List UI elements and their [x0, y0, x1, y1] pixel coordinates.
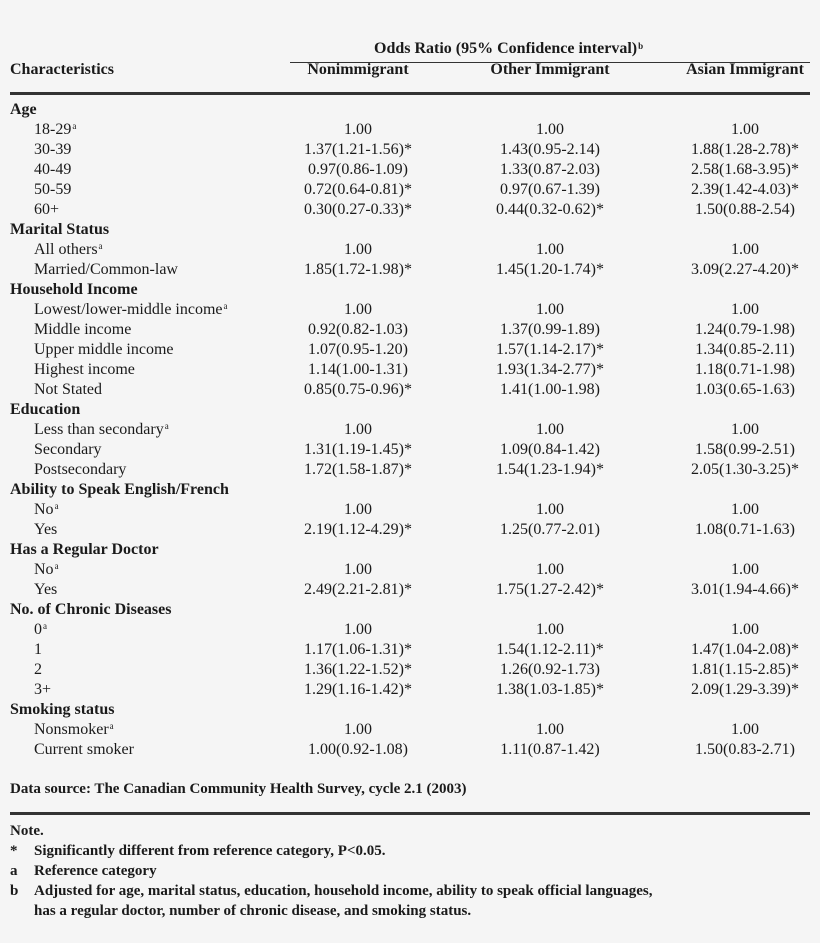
group-header-row [0, 600, 820, 620]
cell-other-immigrant: 1.25(0.77-2.01) [500, 521, 600, 538]
cell-other-immigrant: 1.54(1.12-2.11)* [496, 641, 604, 658]
note-key: b [10, 883, 19, 899]
row-label [34, 560, 59, 580]
row-label [34, 340, 174, 360]
row-label-text: Secondary [34, 441, 102, 458]
cell-asian-immigrant: 1.81(1.15-2.85)* [691, 661, 799, 678]
row-label [34, 240, 103, 260]
table-row [0, 580, 820, 600]
row-label [34, 740, 134, 760]
table-row [0, 320, 820, 340]
note-text: Reference category [34, 863, 157, 879]
row-label-text: 30-39 [34, 141, 72, 158]
row-label-text: Ability to Speak English/French [10, 481, 229, 498]
table-row [0, 120, 820, 140]
group-header-row [0, 480, 820, 500]
row-label [34, 620, 47, 640]
cell-asian-immigrant: 2.58(1.68-3.95)* [691, 161, 799, 178]
table-row [0, 500, 820, 520]
cell-other-immigrant: 1.41(1.00-1.98) [500, 381, 600, 398]
column-header-nonimmigrant: Nonimmigrant [307, 61, 409, 78]
group-header-row [0, 220, 820, 240]
notes-title: Note. [10, 823, 44, 839]
note-reference [10, 861, 157, 881]
reference-mark: a [109, 721, 114, 731]
column-header-other-immigrant: Other Immigrant [490, 61, 610, 78]
row-label-text: 18-29 [34, 121, 72, 138]
row-label [34, 320, 131, 340]
group-header-row [0, 540, 820, 560]
table-row [0, 420, 820, 440]
table-row [0, 140, 820, 160]
row-label [34, 420, 169, 440]
cell-asian-immigrant: 1.00 [731, 501, 759, 518]
cell-nonimmigrant: 1.07(0.95-1.20) [308, 341, 408, 358]
row-label [34, 660, 42, 680]
row-label [34, 260, 178, 280]
group-label [10, 700, 114, 720]
cell-other-immigrant: 1.75(1.27-2.42)* [496, 581, 604, 598]
cell-other-immigrant: 1.54(1.23-1.94)* [496, 461, 604, 478]
reference-mark: a [54, 561, 59, 571]
cell-nonimmigrant: 1.00 [344, 421, 372, 438]
row-label-text: 50-59 [34, 181, 72, 198]
row-label-text: 40-49 [34, 161, 72, 178]
group-header-row [0, 400, 820, 420]
table-row [0, 360, 820, 380]
characteristics-header: Characteristics [10, 61, 114, 78]
cell-other-immigrant: 1.93(1.34-2.77)* [496, 361, 604, 378]
cell-nonimmigrant: 1.17(1.06-1.31)* [304, 641, 412, 658]
cell-nonimmigrant: 1.36(1.22-1.52)* [304, 661, 412, 678]
group-header-row [0, 280, 820, 300]
data-source: Data source: The Canadian Community Health Survey, cycle 2.1 (2003) [10, 781, 467, 797]
cell-asian-immigrant: 1.24(0.79-1.98) [695, 321, 795, 338]
cell-asian-immigrant: 1.47(1.04-2.08)* [691, 641, 799, 658]
cell-nonimmigrant: 1.00 [344, 561, 372, 578]
row-label-text: Has a Regular Doctor [10, 541, 159, 558]
row-label-text: Smoking status [10, 701, 115, 718]
reference-mark: a [223, 301, 228, 311]
cell-asian-immigrant: 1.00 [731, 301, 759, 318]
table-row [0, 240, 820, 260]
cell-other-immigrant: 0.44(0.32-0.62)* [496, 201, 604, 218]
cell-asian-immigrant: 1.34(0.85-2.11) [695, 341, 795, 358]
row-label-text: Upper middle income [34, 341, 174, 358]
row-label [34, 720, 114, 740]
cell-other-immigrant: 1.26(0.92-1.73) [500, 661, 600, 678]
cell-other-immigrant: 1.00 [536, 621, 564, 638]
header-rule [10, 92, 810, 95]
table-row [0, 560, 820, 580]
row-label [34, 640, 42, 660]
reference-mark: a [54, 501, 59, 511]
cell-nonimmigrant: 1.29(1.16-1.42)* [304, 681, 412, 698]
row-label [34, 520, 57, 540]
cell-other-immigrant: 1.33(0.87-2.03) [500, 161, 600, 178]
table-row [0, 340, 820, 360]
row-label [34, 680, 51, 700]
cell-other-immigrant: 1.00 [536, 301, 564, 318]
table-row [0, 200, 820, 220]
cell-other-immigrant: 1.00 [536, 241, 564, 258]
cell-asian-immigrant: 1.58(0.99-2.51) [695, 441, 795, 458]
row-label [34, 360, 135, 380]
data-source-rule [10, 812, 810, 815]
cell-asian-immigrant: 1.18(0.71-1.98) [695, 361, 795, 378]
row-label-text: Age [10, 101, 37, 118]
note-adjusted [10, 881, 653, 901]
row-label [34, 200, 59, 220]
row-label-text: Current smoker [34, 741, 134, 758]
row-label [34, 460, 126, 480]
cell-nonimmigrant: 1.00 [344, 241, 372, 258]
note-text: Significantly different from reference category, P<0.05. [34, 843, 386, 859]
cell-asian-immigrant: 1.00 [731, 121, 759, 138]
row-label [34, 140, 71, 160]
reference-mark: a [164, 421, 169, 431]
row-label-text: 3+ [34, 681, 52, 698]
row-label-text: 0 [34, 621, 42, 638]
reference-mark: a [98, 241, 103, 251]
group-label [10, 480, 229, 500]
row-label [34, 440, 102, 460]
reference-mark: a [72, 121, 77, 131]
cell-asian-immigrant: 3.09(2.27-4.20)* [691, 261, 799, 278]
table-row [0, 440, 820, 460]
note-text: Adjusted for age, marital status, education, household income, ability to speak official languages, [34, 883, 653, 899]
group-label [10, 220, 109, 240]
row-label [34, 580, 57, 600]
row-label-text: No. of Chronic Diseases [10, 601, 172, 618]
table-row [0, 160, 820, 180]
cell-nonimmigrant: 1.00 [344, 501, 372, 518]
row-label [34, 380, 102, 400]
row-label-text: Postsecondary [34, 461, 127, 478]
row-label-text: Middle income [34, 321, 132, 338]
group-label [10, 600, 171, 620]
table-row [0, 260, 820, 280]
cell-other-immigrant: 1.00 [536, 421, 564, 438]
table-row [0, 300, 820, 320]
group-label [10, 400, 80, 420]
row-label-text: Not Stated [34, 381, 102, 398]
cell-nonimmigrant: 1.00 [344, 121, 372, 138]
row-label-text: Household Income [10, 281, 138, 298]
cell-nonimmigrant: 1.00 [344, 301, 372, 318]
note-significance [10, 841, 386, 861]
cell-other-immigrant: 1.09(0.84-1.42) [500, 441, 600, 458]
cell-other-immigrant: 1.00 [536, 121, 564, 138]
table-row [0, 680, 820, 700]
note-key: a [10, 863, 18, 879]
cell-nonimmigrant: 2.49(2.21-2.81)* [304, 581, 412, 598]
table-row [0, 640, 820, 660]
cell-asian-immigrant: 1.00 [731, 241, 759, 258]
table-row [0, 620, 820, 640]
cell-asian-immigrant: 3.01(1.94-4.66)* [691, 581, 799, 598]
group-label [10, 100, 37, 120]
row-label-text: Marital Status [10, 221, 110, 238]
row-label-text: Less than secondary [34, 421, 164, 438]
cell-nonimmigrant: 1.31(1.19-1.45)* [304, 441, 412, 458]
group-label [10, 280, 138, 300]
cell-nonimmigrant: 0.92(0.82-1.03) [308, 321, 408, 338]
reference-mark: a [43, 621, 47, 631]
cell-asian-immigrant: 2.05(1.30-3.25)* [691, 461, 799, 478]
row-label-text: 2 [34, 661, 42, 678]
cell-asian-immigrant: 1.50(0.83-2.71) [695, 741, 795, 758]
group-header-row [0, 100, 820, 120]
row-label-text: Education [10, 401, 81, 418]
table-row [0, 660, 820, 680]
row-label-text: Lowest/lower-middle income [34, 301, 223, 318]
cell-asian-immigrant: 1.08(0.71-1.63) [695, 521, 795, 538]
cell-asian-immigrant: 1.88(1.28-2.78)* [691, 141, 799, 158]
note-key: * [10, 843, 18, 859]
cell-other-immigrant: 1.57(1.14-2.17)* [496, 341, 604, 358]
super-title-text: Odds Ratio (95% Confidence interval) [374, 40, 638, 57]
cell-asian-immigrant: 1.00 [731, 421, 759, 438]
table-row [0, 720, 820, 740]
table-row [0, 460, 820, 480]
cell-other-immigrant: 1.37(0.99-1.89) [500, 321, 600, 338]
cell-nonimmigrant: 0.72(0.64-0.81)* [304, 181, 412, 198]
footnote-mark-b: b [638, 41, 644, 51]
row-label-text: No [34, 561, 54, 578]
cell-asian-immigrant: 1.00 [731, 721, 759, 738]
cell-other-immigrant: 1.00 [536, 561, 564, 578]
row-label-text: Yes [34, 581, 58, 598]
cell-asian-immigrant: 1.00 [731, 561, 759, 578]
row-label [34, 180, 71, 200]
cell-nonimmigrant: 1.37(1.21-1.56)* [304, 141, 412, 158]
table-row [0, 180, 820, 200]
table-row [0, 520, 820, 540]
row-label [34, 500, 59, 520]
cell-other-immigrant: 1.00 [536, 721, 564, 738]
cell-other-immigrant: 1.00 [536, 501, 564, 518]
row-label-text: Yes [34, 521, 58, 538]
cell-nonimmigrant: 1.72(1.58-1.87)* [304, 461, 412, 478]
cell-nonimmigrant: 1.00 [344, 621, 372, 638]
cell-nonimmigrant: 1.00 [344, 721, 372, 738]
cell-asian-immigrant: 1.50(0.88-2.54) [695, 201, 795, 218]
cell-nonimmigrant: 0.97(0.86-1.09) [308, 161, 408, 178]
cell-nonimmigrant: 0.30(0.27-0.33)* [304, 201, 412, 218]
cell-asian-immigrant: 1.03(0.65-1.63) [695, 381, 795, 398]
row-label-text: Married/Common-law [34, 261, 178, 278]
row-label [34, 120, 76, 140]
table-row [0, 740, 820, 760]
cell-other-immigrant: 1.43(0.95-2.14) [500, 141, 600, 158]
group-label [10, 540, 159, 560]
cell-other-immigrant: 1.38(1.03-1.85)* [496, 681, 604, 698]
row-label-text: Highest income [34, 361, 135, 378]
cell-nonimmigrant: 1.14(1.00-1.31) [308, 361, 408, 378]
super-title [374, 40, 643, 58]
row-label-text: Nonsmoker [34, 721, 109, 738]
cell-nonimmigrant: 0.85(0.75-0.96)* [304, 381, 412, 398]
row-label [34, 160, 71, 180]
cell-other-immigrant: 1.11(0.87-1.42) [500, 741, 600, 758]
cell-asian-immigrant: 2.09(1.29-3.39)* [691, 681, 799, 698]
cell-nonimmigrant: 2.19(1.12-4.29)* [304, 521, 412, 538]
row-label [34, 300, 228, 320]
row-label-text: 60+ [34, 201, 60, 218]
cell-asian-immigrant: 1.00 [731, 621, 759, 638]
row-label-text: All others [34, 241, 98, 258]
group-header-row [0, 700, 820, 720]
row-label-text: 1 [34, 641, 42, 658]
table-row [0, 380, 820, 400]
cell-other-immigrant: 1.45(1.20-1.74)* [496, 261, 604, 278]
column-header-asian-immigrant: Asian Immigrant [686, 61, 804, 78]
cell-nonimmigrant: 1.00(0.92-1.08) [308, 741, 408, 758]
row-label-text: No [34, 501, 54, 518]
note-adjusted-continuation: has a regular doctor, number of chronic disease, and smoking status. [34, 903, 472, 919]
cell-asian-immigrant: 2.39(1.42-4.03)* [691, 181, 799, 198]
cell-nonimmigrant: 1.85(1.72-1.98)* [304, 261, 412, 278]
cell-other-immigrant: 0.97(0.67-1.39) [500, 181, 600, 198]
